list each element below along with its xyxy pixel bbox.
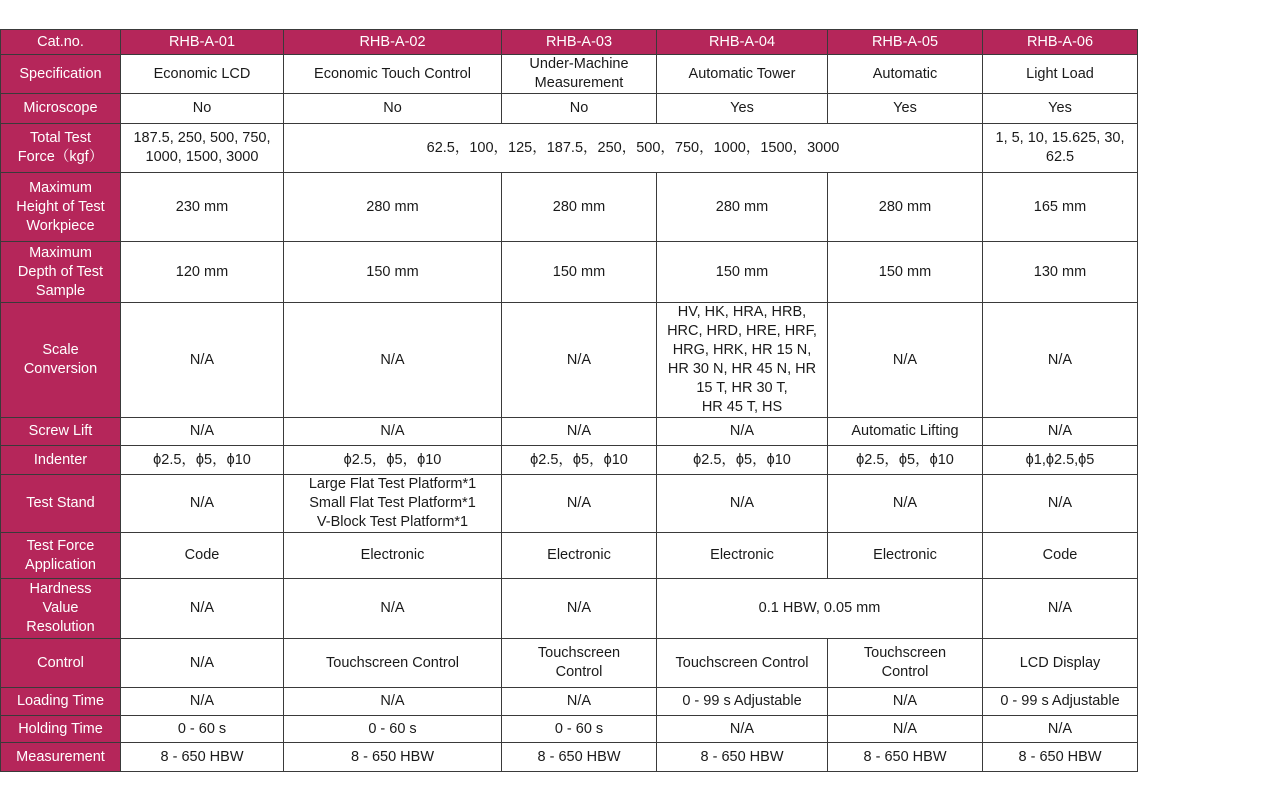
table-row-test-stand bbox=[1, 475, 1138, 533]
table-row-max-depth bbox=[1, 242, 1138, 303]
table-cell: Automatic Tower bbox=[657, 55, 828, 94]
row-label-hardness-resolution: Hardness Value Resolution bbox=[1, 579, 121, 639]
row-label-indenter: Indenter bbox=[1, 446, 121, 475]
model-header-rhb-a-03: RHB-A-03 bbox=[502, 30, 657, 55]
row-label-specification: Specification bbox=[1, 55, 121, 94]
table-cell: 150 mm bbox=[502, 242, 657, 303]
table-cell: 0 - 60 s bbox=[284, 716, 502, 743]
table-cell: 120 mm bbox=[121, 242, 284, 303]
row-label-total-test-force: Total Test Force（kgf） bbox=[1, 124, 121, 173]
row-label-measurement: Measurement bbox=[1, 743, 121, 772]
table-cell: N/A bbox=[502, 579, 657, 639]
table-cell: Economic Touch Control bbox=[284, 55, 502, 94]
table-cell: 8 - 650 HBW bbox=[828, 743, 983, 772]
table-cell: Touchscreen Control bbox=[828, 639, 983, 688]
table-cell-merged: 0.1 HBW, 0.05 mm bbox=[657, 579, 983, 639]
table-cell: 0 - 60 s bbox=[502, 716, 657, 743]
table-cell: Yes bbox=[983, 94, 1138, 124]
row-label-holding-time: Holding Time bbox=[1, 716, 121, 743]
row-label-microscope: Microscope bbox=[1, 94, 121, 124]
table-cell: 130 mm bbox=[983, 242, 1138, 303]
table-cell: 150 mm bbox=[284, 242, 502, 303]
table-cell: N/A bbox=[284, 688, 502, 716]
table-cell: ϕ2.5，ϕ5，ϕ10 bbox=[828, 446, 983, 475]
table-cell: N/A bbox=[502, 475, 657, 533]
table-cell: Yes bbox=[828, 94, 983, 124]
row-label-scale-conversion: Scale Conversion bbox=[1, 303, 121, 418]
table-cell: 8 - 650 HBW bbox=[121, 743, 284, 772]
table-cell: Light Load bbox=[983, 55, 1138, 94]
table-row-measurement bbox=[1, 743, 1138, 772]
table-cell: N/A bbox=[121, 303, 284, 418]
model-header-rhb-a-02: RHB-A-02 bbox=[284, 30, 502, 55]
table-cell: N/A bbox=[657, 475, 828, 533]
table-cell: 8 - 650 HBW bbox=[284, 743, 502, 772]
table-cell: Touchscreen Control bbox=[284, 639, 502, 688]
row-label-max-depth: Maximum Depth of Test Sample bbox=[1, 242, 121, 303]
table-row-indenter bbox=[1, 446, 1138, 475]
table-cell: N/A bbox=[828, 688, 983, 716]
table-row-microscope bbox=[1, 94, 1138, 124]
table-cell: N/A bbox=[983, 303, 1138, 418]
table-cell: 280 mm bbox=[828, 173, 983, 242]
table-cell: N/A bbox=[284, 579, 502, 639]
table-cell: ϕ2.5，ϕ5，ϕ10 bbox=[284, 446, 502, 475]
table-cell: 280 mm bbox=[657, 173, 828, 242]
model-header-rhb-a-04: RHB-A-04 bbox=[657, 30, 828, 55]
table-cell: N/A bbox=[828, 475, 983, 533]
table-cell: ϕ1,ϕ2.5,ϕ5 bbox=[983, 446, 1138, 475]
table-row-loading-time bbox=[1, 688, 1138, 716]
table-cell: N/A bbox=[657, 716, 828, 743]
table-cell: Yes bbox=[657, 94, 828, 124]
table-cell: 1, 5, 10, 15.625, 30, 62.5 bbox=[983, 124, 1138, 173]
table-cell: Automatic bbox=[828, 55, 983, 94]
table-cell: 150 mm bbox=[657, 242, 828, 303]
table-cell: N/A bbox=[502, 688, 657, 716]
table-cell: No bbox=[502, 94, 657, 124]
table-cell: 230 mm bbox=[121, 173, 284, 242]
table-cell: 280 mm bbox=[502, 173, 657, 242]
row-label-test-force-application: Test Force Application bbox=[1, 533, 121, 579]
table-cell: Touchscreen Control bbox=[502, 639, 657, 688]
table-cell: N/A bbox=[828, 303, 983, 418]
row-label-control: Control bbox=[1, 639, 121, 688]
specification-table bbox=[0, 29, 1138, 772]
table-cell: N/A bbox=[284, 418, 502, 446]
table-cell: N/A bbox=[502, 303, 657, 418]
table-cell: No bbox=[121, 94, 284, 124]
table-cell: 165 mm bbox=[983, 173, 1138, 242]
table-cell: Code bbox=[983, 533, 1138, 579]
table-cell: ϕ2.5，ϕ5，ϕ10 bbox=[657, 446, 828, 475]
table-cell: 150 mm bbox=[828, 242, 983, 303]
table-row-total-test-force bbox=[1, 124, 1138, 173]
table-cell: N/A bbox=[121, 475, 284, 533]
table-cell: 8 - 650 HBW bbox=[983, 743, 1138, 772]
table-cell: 187.5, 250, 500, 750, 1000, 1500, 3000 bbox=[121, 124, 284, 173]
table-cell: 8 - 650 HBW bbox=[657, 743, 828, 772]
table-row-control bbox=[1, 639, 1138, 688]
table-cell: HV, HK, HRA, HRB, HRC, HRD, HRE, HRF, HRG, HRK, HR 15 N, HR 30 N, HR 45 N, HR 15 T, HR 30 T, HR 45 T, HS bbox=[657, 303, 828, 418]
table-row-max-height bbox=[1, 173, 1138, 242]
row-label-screw-lift: Screw Lift bbox=[1, 418, 121, 446]
header-row bbox=[1, 30, 1138, 55]
table-cell: N/A bbox=[502, 418, 657, 446]
table-cell: ϕ2.5，ϕ5，ϕ10 bbox=[121, 446, 284, 475]
model-header-rhb-a-01: RHB-A-01 bbox=[121, 30, 284, 55]
table-cell: Under-Machine Measurement bbox=[502, 55, 657, 94]
table-cell: N/A bbox=[983, 475, 1138, 533]
table-cell: N/A bbox=[983, 716, 1138, 743]
row-label-max-height: Maximum Height of Test Workpiece bbox=[1, 173, 121, 242]
table-cell: Large Flat Test Platform*1 Small Flat Test Platform*1 V-Block Test Platform*1 bbox=[284, 475, 502, 533]
table-cell: N/A bbox=[657, 418, 828, 446]
table-cell: 0 - 99 s Adjustable bbox=[657, 688, 828, 716]
table-cell: N/A bbox=[828, 716, 983, 743]
model-header-rhb-a-05: RHB-A-05 bbox=[828, 30, 983, 55]
table-cell: N/A bbox=[121, 418, 284, 446]
table-cell: Touchscreen Control bbox=[657, 639, 828, 688]
table-cell-merged: 62.5，100，125，187.5，250，500，750，1000，1500，3000 bbox=[284, 124, 983, 173]
table-cell: ϕ2.5，ϕ5，ϕ10 bbox=[502, 446, 657, 475]
table-cell: Economic LCD bbox=[121, 55, 284, 94]
table-cell: LCD Display bbox=[983, 639, 1138, 688]
model-header-rhb-a-06: RHB-A-06 bbox=[983, 30, 1138, 55]
table-cell: N/A bbox=[983, 418, 1138, 446]
table-cell: Electronic bbox=[657, 533, 828, 579]
table-cell: N/A bbox=[121, 639, 284, 688]
row-label-test-stand: Test Stand bbox=[1, 475, 121, 533]
table-row-screw-lift bbox=[1, 418, 1138, 446]
table-cell: 8 - 650 HBW bbox=[502, 743, 657, 772]
table-row-hardness-resolution bbox=[1, 579, 1138, 639]
table-cell: Electronic bbox=[502, 533, 657, 579]
table-cell: N/A bbox=[284, 303, 502, 418]
table-cell: Electronic bbox=[284, 533, 502, 579]
row-label-loading-time: Loading Time bbox=[1, 688, 121, 716]
table-cell: 280 mm bbox=[284, 173, 502, 242]
table-cell: N/A bbox=[121, 579, 284, 639]
table-cell: N/A bbox=[983, 579, 1138, 639]
table-row-scale-conversion bbox=[1, 303, 1138, 418]
table-cell: N/A bbox=[121, 688, 284, 716]
table-cell: 0 - 60 s bbox=[121, 716, 284, 743]
table-cell: 0 - 99 s Adjustable bbox=[983, 688, 1138, 716]
table-row-holding-time bbox=[1, 716, 1138, 743]
table-cell: Electronic bbox=[828, 533, 983, 579]
table-row-specification bbox=[1, 55, 1138, 94]
table-cell: Code bbox=[121, 533, 284, 579]
cat-no-header: Cat.no. bbox=[1, 30, 121, 55]
table-cell: No bbox=[284, 94, 502, 124]
table-cell: Automatic Lifting bbox=[828, 418, 983, 446]
table-row-test-force-application bbox=[1, 533, 1138, 579]
